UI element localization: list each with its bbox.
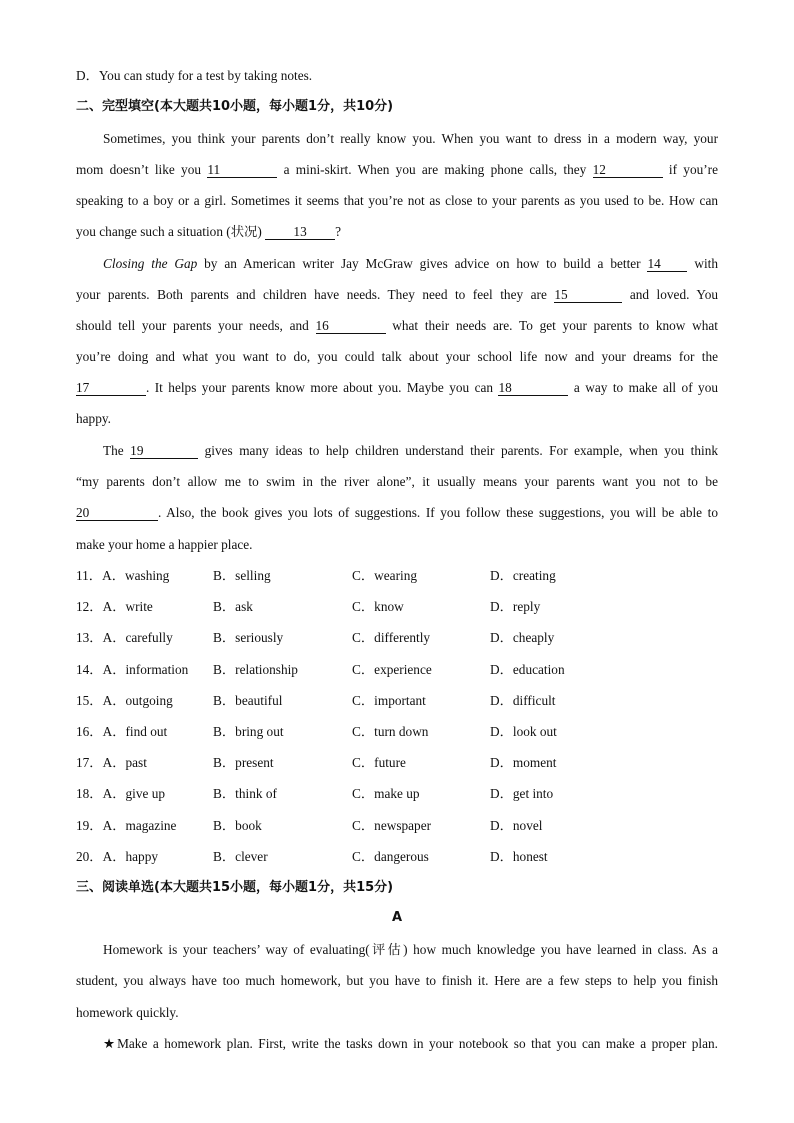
option-d: D．reply bbox=[490, 599, 541, 614]
option-d: D．cheaply bbox=[490, 630, 555, 645]
text-fragment: if you’re bbox=[668, 162, 718, 177]
option-b: B．relationship bbox=[213, 662, 298, 677]
paragraph-line: you’re doing and what you want to do, you could talk about your school life now and your dreams for the bbox=[76, 349, 718, 364]
option-d: D．difficult bbox=[490, 693, 556, 708]
option-a: A．happy bbox=[102, 849, 158, 864]
paragraph-line bbox=[76, 223, 718, 241]
question-number: 16． bbox=[76, 724, 103, 739]
question-options bbox=[76, 848, 158, 866]
blank-11: 11 bbox=[207, 162, 277, 178]
text-fragment: a way to make all of you bbox=[573, 380, 718, 395]
question-options bbox=[76, 661, 188, 679]
text-fragment: what their needs are. To get your parents to know what bbox=[392, 318, 718, 333]
text-fragment: . Also, the book gives you lots of suggestions. If you follow these suggestions, you will be able to bbox=[158, 505, 718, 520]
option-d: D．moment bbox=[490, 755, 557, 770]
option-c: C．know bbox=[352, 599, 404, 614]
paragraph-line: homework quickly. bbox=[76, 1005, 179, 1020]
option-d: D．honest bbox=[490, 849, 548, 864]
option-a: A．find out bbox=[102, 724, 168, 739]
question-number: 15． bbox=[76, 693, 103, 708]
section-heading-reading: 三、阅读单选(本大题共15小题，每小题1分，共15分) bbox=[76, 880, 394, 895]
blank-20: 20 bbox=[76, 505, 158, 521]
paragraph-line: ★Make a homework plan. First, write the tasks down in your notebook so that you can make a proper plan. bbox=[103, 1036, 718, 1051]
question-options bbox=[76, 754, 147, 772]
option-c: C．important bbox=[352, 693, 426, 708]
paragraph-line bbox=[76, 504, 718, 522]
text-fragment: with bbox=[694, 256, 718, 271]
question-number: 12． bbox=[76, 599, 103, 614]
blank-13: 13 bbox=[265, 224, 335, 240]
option-b: B．beautiful bbox=[213, 693, 283, 708]
paragraph-line: “my parents don’t allow me to swim in the river alone”, it usually means your parents want you not to be bbox=[76, 474, 718, 489]
option-d: D．get into bbox=[490, 786, 554, 801]
option-a: A．give up bbox=[102, 786, 166, 801]
paragraph-line bbox=[76, 379, 718, 397]
text-fragment: by an American writer Jay McGraw gives advice on how to build a better bbox=[204, 256, 641, 271]
question-options bbox=[76, 723, 167, 741]
blank-17: 17 bbox=[76, 380, 146, 396]
option-b: B．clever bbox=[213, 849, 268, 864]
option-a: A．past bbox=[102, 755, 147, 770]
blank-14: 14 bbox=[647, 256, 687, 272]
paragraph-line: speaking to a boy or a girl. Sometimes it seems that you’re not as close to your parents as you used to be. How can bbox=[76, 193, 718, 208]
option-row bbox=[76, 567, 676, 585]
option-row bbox=[76, 785, 676, 803]
option-a: A．outgoing bbox=[102, 693, 173, 708]
paragraph-line bbox=[76, 286, 718, 304]
option-b: B．think of bbox=[213, 786, 277, 801]
blank-19: 19 bbox=[130, 443, 198, 459]
text-fragment: your parents. Both parents and children have needs. They need to feel they are bbox=[76, 287, 547, 302]
question-number: 11． bbox=[76, 568, 103, 583]
option-c: C．wearing bbox=[352, 568, 417, 583]
option-c: C．experience bbox=[352, 662, 432, 677]
text-fragment: should tell your parents your needs, and bbox=[76, 318, 309, 333]
text-fragment: ? bbox=[335, 224, 341, 239]
blank-15: 15 bbox=[554, 287, 622, 303]
option-row bbox=[76, 848, 676, 866]
question-options bbox=[76, 598, 153, 616]
option-d: D．novel bbox=[490, 818, 543, 833]
option-b: B．selling bbox=[213, 568, 271, 583]
blank-18: 18 bbox=[498, 380, 568, 396]
question-number: 13． bbox=[76, 630, 103, 645]
option-c: C．turn down bbox=[352, 724, 429, 739]
option-c: C．newspaper bbox=[352, 818, 432, 833]
question-number: 14． bbox=[76, 662, 103, 677]
question-number: 18． bbox=[76, 786, 103, 801]
option-b: B．seriously bbox=[213, 630, 284, 645]
option-c: C．make up bbox=[352, 786, 420, 801]
paragraph-line bbox=[76, 317, 718, 335]
question-options bbox=[76, 785, 165, 803]
book-title: Closing the Gap bbox=[103, 256, 198, 271]
text-fragment: gives many ideas to help children understand their parents. For example, when you think bbox=[204, 443, 718, 458]
option-row bbox=[76, 629, 676, 647]
blank-16: 16 bbox=[316, 318, 386, 334]
option-row bbox=[76, 661, 676, 679]
paragraph-line: Sometimes, you think your parents don’t really know you. When you want to dress in a modern way, your bbox=[103, 131, 718, 146]
passage-label: A bbox=[391, 910, 403, 925]
paragraph-line bbox=[103, 255, 718, 273]
option-d: D．creating bbox=[490, 568, 556, 583]
option-a: A．carefully bbox=[102, 630, 173, 645]
option-d: D．education bbox=[490, 662, 565, 677]
question-number: 20． bbox=[76, 849, 103, 864]
option-row bbox=[76, 817, 676, 835]
text-fragment: a mini-skirt. When you are making phone calls, they bbox=[283, 162, 587, 177]
option-row bbox=[76, 692, 676, 710]
option-b: B．book bbox=[213, 818, 262, 833]
text-fragment: mom doesn’t like you bbox=[76, 162, 202, 177]
question-number: 17． bbox=[76, 755, 103, 770]
paragraph-line bbox=[103, 442, 718, 460]
option-a: A．washing bbox=[102, 568, 170, 583]
option-b: B．ask bbox=[213, 599, 253, 614]
question-number: 19． bbox=[76, 818, 103, 833]
paragraph-line: student, you always have too much homework, but you have to finish it. Here are a few steps to help you finish bbox=[76, 973, 718, 988]
question-options bbox=[76, 692, 173, 710]
option-d-text: D．You can study for a test by taking notes. bbox=[76, 68, 313, 83]
option-a: A．magazine bbox=[102, 818, 177, 833]
text-fragment: you change such a situation (状况) bbox=[76, 224, 262, 239]
question-options bbox=[76, 629, 173, 647]
paragraph-line: happy. bbox=[76, 411, 111, 426]
paragraph-line: make your home a happier place. bbox=[76, 537, 253, 552]
option-d: D．look out bbox=[490, 724, 557, 739]
blank-12: 12 bbox=[593, 162, 663, 178]
option-c: C．dangerous bbox=[352, 849, 429, 864]
option-a: A．write bbox=[102, 599, 153, 614]
question-options bbox=[76, 567, 169, 585]
option-c: C．future bbox=[352, 755, 406, 770]
question-options bbox=[76, 817, 176, 835]
option-b: B．bring out bbox=[213, 724, 284, 739]
text-fragment: and loved. You bbox=[629, 287, 718, 302]
option-b: B．present bbox=[213, 755, 274, 770]
text-fragment: The bbox=[103, 443, 124, 458]
option-a: A．information bbox=[102, 662, 189, 677]
paragraph-line bbox=[76, 161, 718, 179]
option-c: C．differently bbox=[352, 630, 431, 645]
section-heading-cloze: 二、完型填空(本大题共10小题，每小题1分，共10分) bbox=[76, 99, 394, 114]
option-row bbox=[76, 723, 676, 741]
text-fragment: . It helps your parents know more about you. Maybe you can bbox=[146, 380, 494, 395]
paragraph-line: Homework is your teachers’ way of evaluating(评估) how much knowledge you have learned in class. As a bbox=[103, 942, 718, 957]
option-row bbox=[76, 754, 676, 772]
option-row bbox=[76, 598, 676, 616]
